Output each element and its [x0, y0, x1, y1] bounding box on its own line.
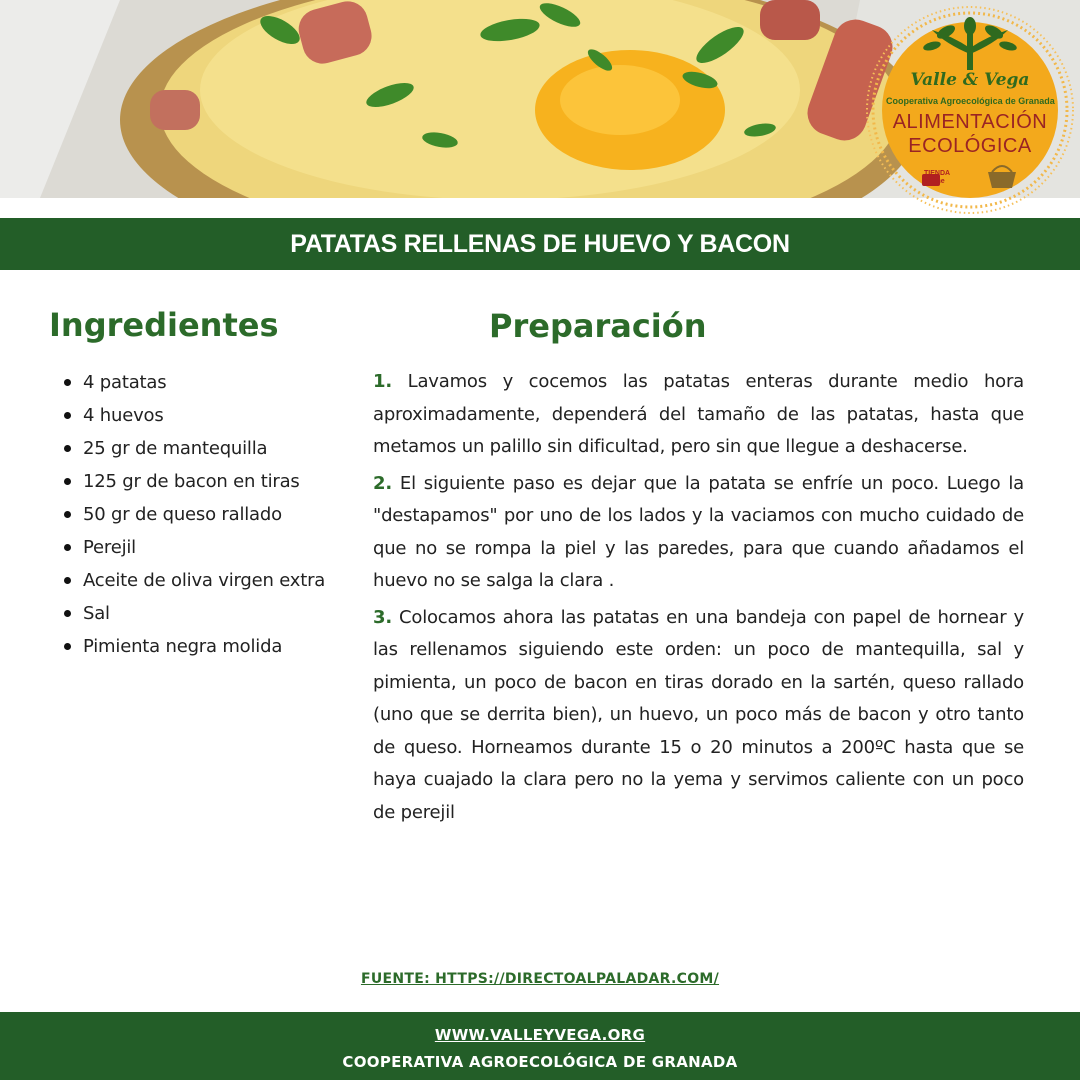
ingredient-text: 25 gr de mantequilla [83, 438, 268, 459]
preparation-steps [373, 366, 1024, 833]
ingredients-heading: Ingredientes [49, 306, 279, 344]
recipe-title-bar [0, 218, 1080, 270]
bullet-icon [64, 544, 71, 551]
ingredient-text: Pimienta negra molida [83, 636, 283, 657]
step-text: Colocamos ahora las patatas en una bandeja con papel de hornear y las rellenamos siguiendo este orden: un poco de mantequilla, sal y pimienta, un poco de bacon en tiras dorado en la sartén, queso rallado (uno que se derrita bien), un huevo, un poco más de bacon y otro tanto de queso. Horneamos durante 15 o 20 minutos a 200ºC hasta que se haya cuajado la clara pero no la yema y servimos caliente con un poco de perejil [373, 606, 1024, 823]
ingredient-text: Sal [83, 603, 110, 624]
preparation-step [373, 366, 1024, 464]
ingredient-text: 4 huevos [83, 405, 164, 426]
bullet-icon [64, 577, 71, 584]
badge-subtitle: Cooperativa Agroecológica de Granada [886, 96, 1055, 106]
list-item [64, 531, 364, 564]
website-link[interactable]: WWW.VALLEYVEGA.ORG [434, 1026, 646, 1044]
list-item [64, 564, 364, 597]
bullet-icon [64, 412, 71, 419]
list-item [64, 597, 364, 630]
ingredient-text: Perejil [83, 537, 136, 558]
bullet-icon [64, 643, 71, 650]
ingredients-list [64, 366, 364, 663]
preparation-step [373, 602, 1024, 830]
list-item [64, 498, 364, 531]
preparation-heading: Preparación [489, 307, 707, 345]
ingredient-text: 50 gr de queso rallado [83, 504, 282, 525]
step-number: 3. [373, 606, 392, 628]
badge-shop-label [924, 170, 950, 186]
ingredient-text: 4 patatas [83, 372, 167, 393]
step-text: El siguiente paso es dejar que la patata se enfríe un poco. Luego la "destapamos" por uno de los lados y la vaciamos con mucho cuidado de que no se rompa la piel y las paredes, para que cuando añadamos el huevo no se salga la clara . [373, 472, 1024, 591]
badge-emblem-icon [866, 4, 1074, 216]
list-item [64, 366, 364, 399]
step-number: 1. [373, 371, 392, 392]
valle-vega-logo-badge [866, 4, 1074, 216]
badge-brand-name: Valle & Vega [910, 70, 1030, 90]
footer-bar [0, 1012, 1080, 1080]
step-text: Lavamos y cocemos las patatas enteras durante medio hora aproximadamente, dependerá del tamaño de las patatas, hasta que metamos un palillo sin dificultad, pero sin que llegue a deshacerse. [373, 371, 1024, 457]
source-link[interactable]: FUENTE: HTTPS://DIRECTOALPALADAR.COM/ [360, 971, 720, 987]
list-item [64, 432, 364, 465]
ingredient-text: Aceite de oliva virgen extra [83, 570, 326, 591]
organization-name: COOPERATIVA AGROECOLÓGICA DE GRANADA [342, 1053, 738, 1071]
bullet-icon [64, 478, 71, 485]
recipe-title: PATATAS RELLENAS DE HUEVO Y BACON [290, 229, 790, 258]
step-number: 2. [373, 472, 392, 494]
list-item [64, 630, 364, 663]
bullet-icon [64, 511, 71, 518]
badge-line-alimentacion: ALIMENTACIÓN [892, 111, 1048, 133]
list-item [64, 465, 364, 498]
ingredient-text: 125 gr de bacon en tiras [83, 471, 300, 492]
bullet-icon [64, 610, 71, 617]
list-item [64, 399, 364, 432]
badge-shop-line2: online [924, 178, 945, 185]
bullet-icon [64, 379, 71, 386]
preparation-step [373, 468, 1024, 598]
bullet-icon [64, 445, 71, 452]
badge-shop-line1: TIENDA [924, 170, 951, 177]
badge-line-ecologica: ECOLÓGICA [908, 135, 1032, 157]
